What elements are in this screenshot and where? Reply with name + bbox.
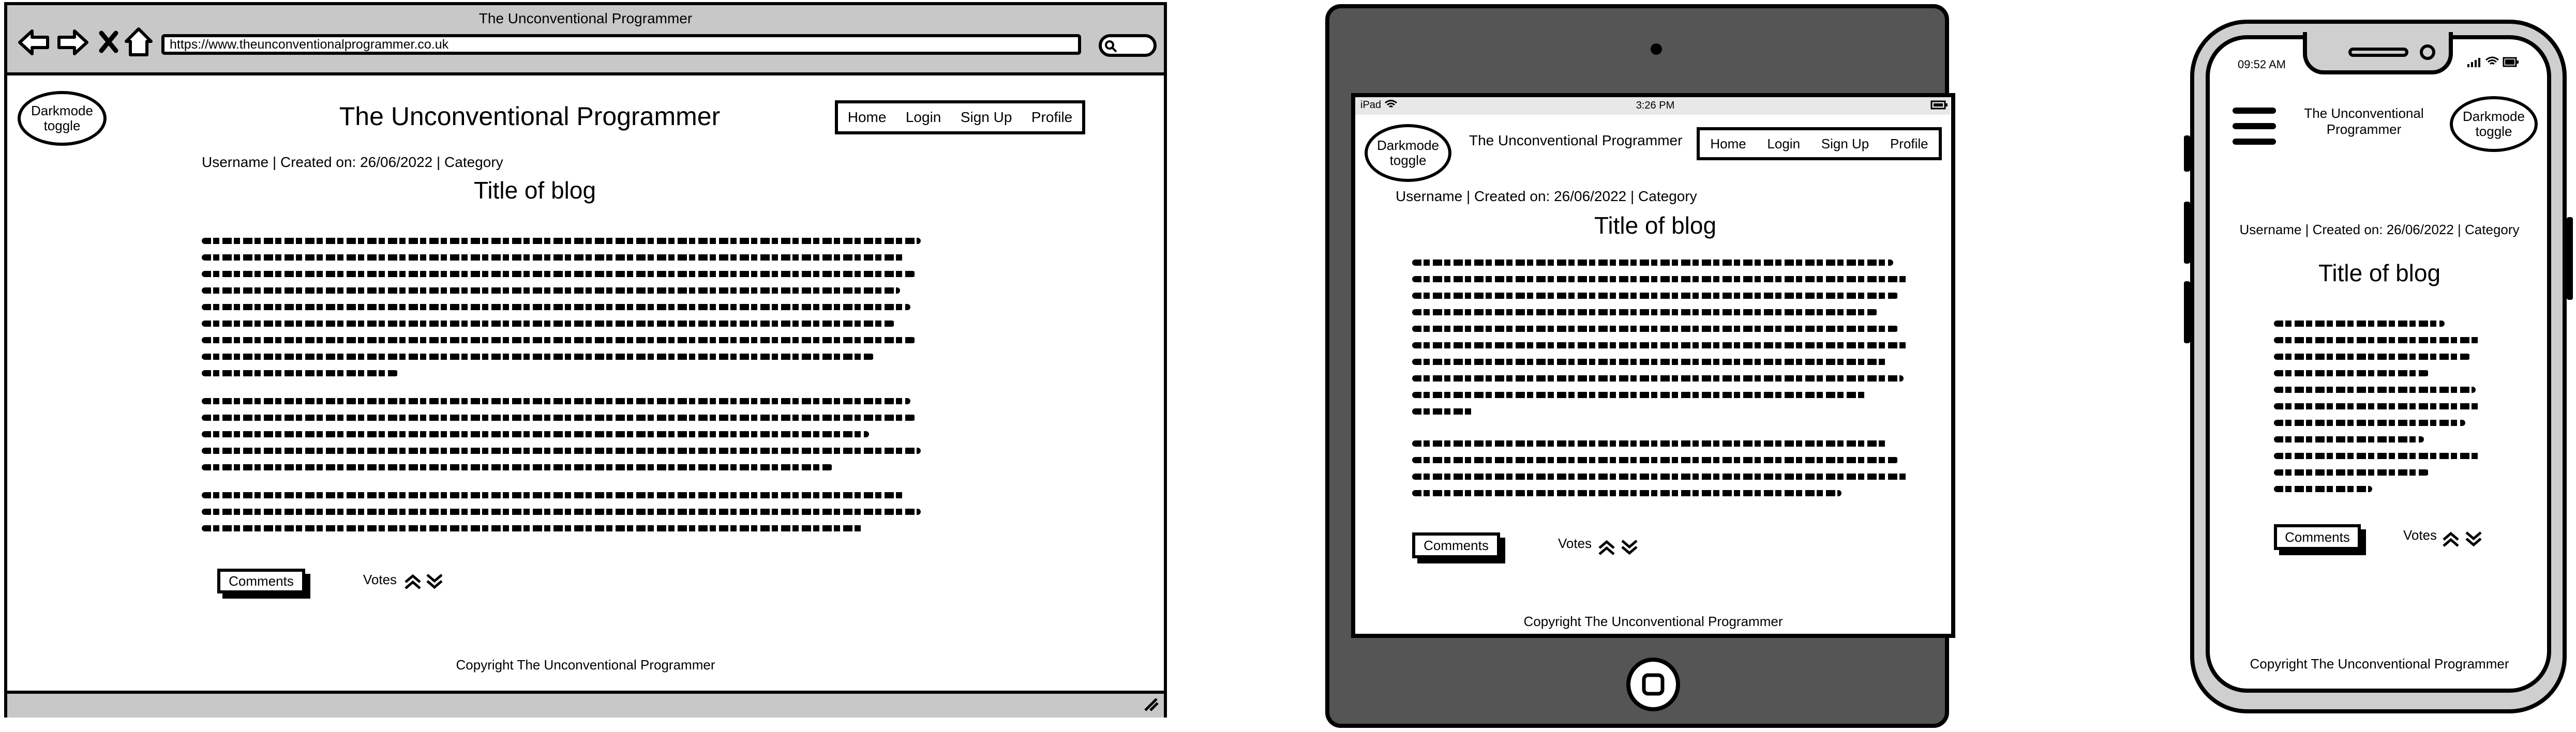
phone-comments-label: Comments (2285, 529, 2350, 545)
tablet-chevron-double-up-icon[interactable] (1597, 539, 1616, 556)
wifi-icon (1384, 99, 1398, 110)
tablet-nav-home[interactable]: Home (1710, 135, 1746, 151)
blog-meta: Username | Created on: 26/06/2022 | Category (202, 154, 503, 170)
back-arrow-icon[interactable] (18, 28, 50, 57)
phone-blog-meta: Username | Created on: 26/06/2022 | Category (2239, 221, 2520, 237)
tablet-blog-meta: Username | Created on: 26/06/2022 | Category (1396, 188, 1697, 204)
phone-footer-copyright: Copyright The Unconventional Programmer (2250, 655, 2509, 672)
phone-site-title (2292, 103, 2436, 140)
tablet-nav-login[interactable]: Login (1767, 135, 1801, 151)
phone-wifi-icon (2485, 56, 2499, 67)
nav-login[interactable]: Login (905, 109, 941, 125)
phone-chevron-double-up-icon[interactable] (2442, 530, 2460, 548)
phone-darkmode-label: Darkmode toggle (2463, 109, 2525, 139)
blog-body (202, 238, 926, 501)
tablet-nav-bar (1697, 127, 1942, 160)
phone-side-button-left-2 (2184, 202, 2190, 264)
tablet-footer-copyright: Copyright The Unconventional Programmer (1523, 613, 1783, 629)
phone-blog-title: Title of blog (2318, 260, 2441, 286)
search-box[interactable] (1099, 34, 1157, 57)
close-icon[interactable] (98, 30, 119, 54)
tablet-chevron-double-down-icon[interactable] (1620, 539, 1639, 556)
darkmode-toggle-label: Darkmode toggle (31, 103, 93, 133)
phone-status-time: 09:52 AM (2238, 58, 2286, 71)
hamburger-menu-icon[interactable] (2231, 106, 2277, 147)
tablet-blog-body (1412, 260, 1919, 508)
url-text: https://www.theunconventionalprogrammer.co.uk (170, 37, 449, 52)
tablet-comments-label: Comments (1424, 537, 1489, 553)
phone-comments-button[interactable] (2274, 524, 2361, 550)
blog-title: Title of blog (473, 177, 596, 204)
tablet-votes-label: Votes (1558, 536, 1592, 551)
tablet-camera (1651, 43, 1662, 55)
forward-arrow-icon[interactable] (57, 28, 89, 57)
tablet-darkmode-toggle[interactable] (1365, 124, 1451, 182)
tablet-status-time: 3:26 PM (1636, 99, 1675, 111)
phone-side-button-left-3 (2184, 281, 2190, 343)
site-title: The Unconventional Programmer (339, 102, 721, 131)
phone-chevron-double-down-icon[interactable] (2464, 530, 2483, 548)
battery-icon (1930, 100, 1948, 110)
url-bar[interactable] (161, 34, 1081, 55)
tablet-site-title: The Unconventional Programmer (1469, 132, 1683, 148)
phone-site-title-text: The Unconventional Programmer (2304, 105, 2424, 137)
tablet-darkmode-label: Darkmode toggle (1377, 138, 1439, 168)
signal-icon (2466, 57, 2482, 68)
darkmode-toggle[interactable] (18, 91, 107, 146)
chevron-double-down-icon[interactable] (425, 573, 444, 590)
phone-side-button-left-1 (2184, 135, 2190, 172)
nav-profile[interactable]: Profile (1031, 109, 1073, 125)
browser-status-bar (7, 691, 1164, 718)
desktop-browser-window (4, 2, 1167, 718)
nav-bar (835, 100, 1085, 134)
tablet-status-device: iPad (1360, 99, 1382, 111)
search-icon (1104, 39, 1118, 54)
tablet-blog-title: Title of blog (1594, 212, 1717, 239)
comments-button[interactable] (217, 569, 305, 593)
phone-speaker (2348, 48, 2408, 57)
phone-darkmode-toggle[interactable] (2450, 96, 2538, 152)
footer-copyright: Copyright The Unconventional Programmer (456, 657, 715, 673)
phone-side-button-right (2567, 217, 2573, 300)
phone-votes-label: Votes (2403, 527, 2437, 543)
chevron-double-up-icon[interactable] (403, 573, 422, 590)
votes-label: Votes (363, 572, 397, 587)
tablet-nav-profile[interactable]: Profile (1890, 135, 1928, 151)
nav-signup[interactable]: Sign Up (960, 109, 1012, 125)
home-icon[interactable] (124, 27, 153, 57)
tablet-home-button-icon[interactable] (1625, 657, 1681, 712)
phone-battery-icon (2503, 57, 2519, 67)
phone-blog-body (2274, 321, 2491, 496)
browser-window-title: The Unconventional Programmer (478, 10, 693, 26)
tablet-nav-signup[interactable]: Sign Up (1821, 135, 1869, 151)
tablet-comments-button[interactable] (1412, 532, 1500, 558)
resize-handle-icon[interactable] (1143, 697, 1160, 712)
comments-label: Comments (229, 573, 294, 589)
nav-home[interactable]: Home (847, 109, 887, 125)
phone-camera (2420, 44, 2435, 60)
